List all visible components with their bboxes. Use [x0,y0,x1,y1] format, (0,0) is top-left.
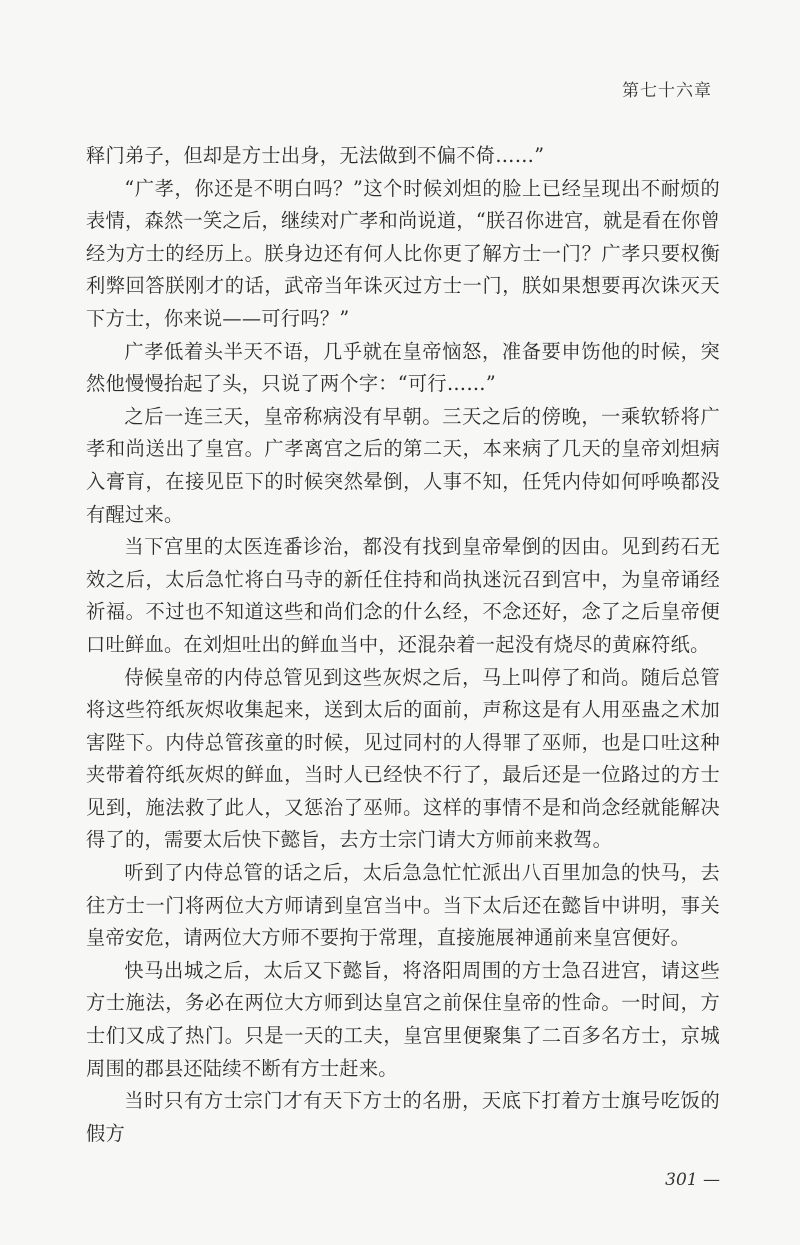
paragraph: 听到了内侍总管的话之后，太后急急忙忙派出八百里加急的快马，去往方士一门将两位大方师请到皇宫当中。当下太后还在懿旨中讲明，事关皇帝安危，请两位大方师不要拘于常理，直接施展神通前来皇宫便好。 [86,861,720,950]
body-text [86,140,720,1150]
paragraph: 之后一连三天，皇帝称病没有早朝。三天之后的傍晚，一乘软轿将广孝和尚送出了皇宫。广孝离宫之后的第二天，本来病了几天的皇帝刘炟病入膏肓，在接见臣下的时候突然晕倒，人事不知，任凭内侍如何呼唤都没有醒过来。 [86,404,720,526]
paragraph: 当下宫里的太医连番诊治，都没有找到皇帝晕倒的因由。见到药石无效之后，太后急忙将白马寺的新任住持和尚执迷沅召到宫中，为皇帝诵经祈福。不过也不知道这些和尚们念的什么经，不念还好，念了之后皇帝便口吐鲜血。在刘炟吐出的鲜血当中，还混杂着一起没有烧尽的黄麻符纸。 [86,535,720,656]
paragraph: “广孝，你还是不明白吗？”这个时候刘炟的脸上已经呈现出不耐烦的表情，森然一笑之后，继续对广孝和尚说道，“朕召你进宫，就是看在你曾经为方士的经历上。朕身边还有何人比你更了解方士一门？广孝只要权衡利弊回答朕刚才的话，武帝当年诛灭过方士一门，朕如果想要再次诛灭天下方士，你来说——可行吗？” [86,176,720,330]
page-number: 301 — [665,1170,720,1190]
paragraph: 当时只有方士宗门才有天下方士的名册，天底下打着方士旗号吃饭的假方 [86,1089,720,1145]
paragraph-continuation: 释门弟子，但却是方士出身，无法做到不偏不倚……” [86,144,545,167]
chapter-header: 第七十六章 [622,81,712,101]
paragraph: 快马出城之后，太后又下懿旨，将洛阳周围的方士急召进宫，请这些方士施法，务必在两位大方师到达皇宫之前保住皇帝的性命。一时间，方士们又成了热门。只是一天的工夫，皇宫里便聚集了二百多名方士，京城周围的郡县还陆续不断有方士赶来。 [86,958,720,1080]
paragraph: 侍候皇帝的内侍总管见到这些灰烬之后，马上叫停了和尚。随后总管将这些符纸灰烬收集起来，送到太后的面前，声称这是有人用巫蛊之术加害陛下。内侍总管孩童的时候，见过同村的人得罪了巫师，也是口吐这种夹带着符纸灰烬的鲜血，当时人已经快不行了，最后还是一位路过的方士见到，施法救了此人，又惩治了巫师。这样的事情不是和尚念经就能解决得了的，需要太后快下懿旨，去方士宗门请大方师前来救驾。 [86,665,720,852]
paragraph: 广孝低着头半天不语，几乎就在皇帝恼怒，准备要申饬他的时候，突然他慢慢抬起了头，只说了两个字：“可行……” [86,339,720,396]
